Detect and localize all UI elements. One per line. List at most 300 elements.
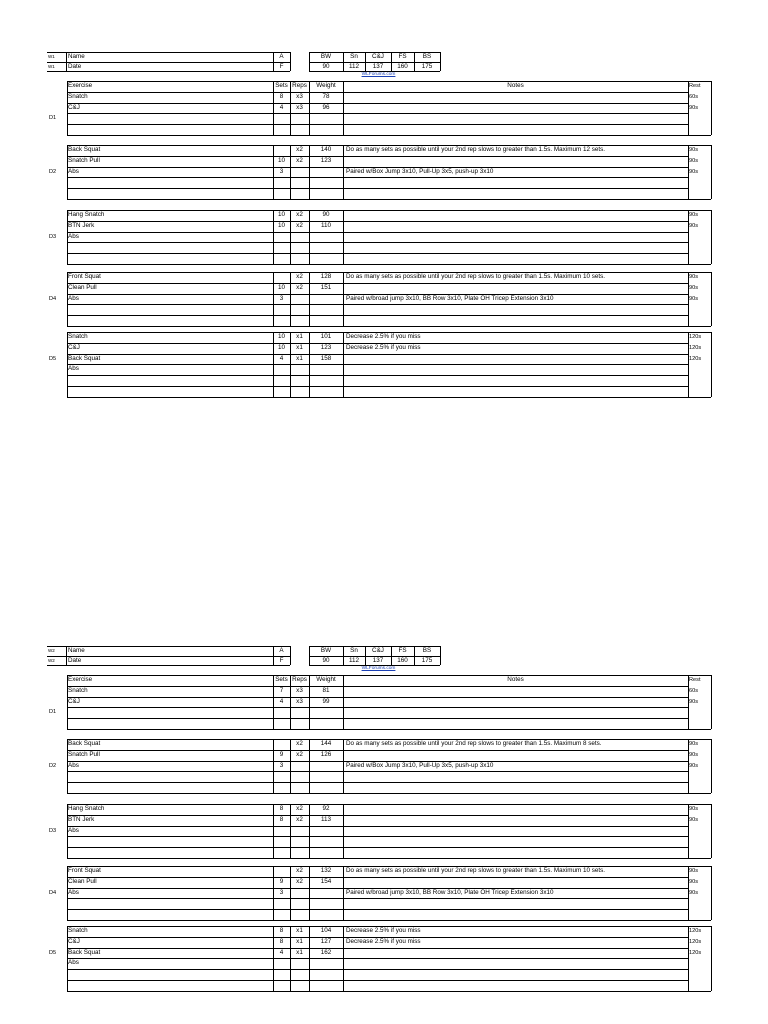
exercise-cell: Back Squat — [68, 146, 101, 153]
exercise-cell — [67, 113, 273, 124]
grid-line — [440, 52, 441, 71]
exercise-cell: Snatch — [68, 92, 88, 100]
reps-cell — [290, 113, 309, 124]
weight-cell — [309, 294, 343, 305]
weight-cell: 78 — [322, 92, 330, 100]
exercise-cell: BTN Jerk — [68, 815, 95, 823]
notes-cell — [345, 304, 687, 315]
exercise-cell: Snatch — [68, 927, 88, 934]
weight-cell — [309, 386, 343, 397]
sets-cell: 4 — [279, 354, 284, 362]
reps-cell — [290, 958, 309, 969]
grid-line — [67, 364, 688, 365]
lift-value: 160 — [397, 62, 408, 70]
grid-line — [343, 332, 344, 397]
weight-cell — [309, 304, 343, 315]
notes-cell — [345, 707, 687, 718]
exercise-cell — [67, 124, 273, 135]
day-label: D4 — [49, 295, 57, 302]
grid-line — [290, 332, 291, 397]
grid-line — [47, 656, 290, 657]
grid-line — [67, 888, 688, 889]
weight-cell: 151 — [320, 283, 332, 291]
grid-line — [273, 866, 274, 920]
grid-line — [290, 926, 291, 991]
weight-cell: 126 — [320, 750, 332, 758]
rest-cell — [688, 847, 711, 858]
grid-line — [273, 272, 274, 326]
reps-cell — [290, 294, 309, 305]
weight-cell: 123 — [320, 156, 332, 164]
grid-line — [67, 332, 68, 397]
sets-cell: 8 — [279, 805, 284, 812]
weight-cell — [309, 167, 343, 178]
a-label: A — [279, 53, 284, 60]
grid-line — [309, 675, 310, 729]
sets-cell — [273, 847, 290, 858]
sets-cell — [273, 866, 290, 877]
grid-line — [67, 253, 688, 254]
site-link[interactable]: WLForums.com — [361, 666, 396, 671]
sets-cell — [273, 315, 290, 326]
sets-cell: 8 — [279, 92, 284, 100]
weight-cell — [309, 836, 343, 847]
notes-cell — [345, 386, 687, 397]
weight-cell: 128 — [320, 273, 332, 280]
rest-cell — [688, 386, 711, 397]
exercise-cell — [67, 718, 273, 729]
col-header-notes: Notes — [507, 82, 524, 89]
rest-cell — [688, 315, 711, 326]
grid-line — [711, 739, 712, 793]
notes-cell — [345, 113, 687, 124]
sets-cell: 3 — [279, 294, 284, 302]
notes-cell: Decrease 2.5% if you miss — [346, 333, 421, 340]
grid-line — [66, 52, 67, 71]
exercise-cell: Clean Pull — [68, 283, 97, 291]
sets-cell — [273, 980, 290, 991]
grid-line — [688, 272, 689, 326]
exercise-cell: BTN Jerk — [68, 221, 95, 229]
grid-line — [688, 926, 689, 991]
reps-cell: x2 — [296, 156, 303, 164]
rest-cell — [688, 909, 711, 920]
weight-cell — [309, 177, 343, 188]
grid-line — [309, 646, 440, 647]
notes-cell — [345, 315, 687, 326]
weight-cell — [309, 771, 343, 782]
sets-cell — [273, 771, 290, 782]
grid-line — [47, 665, 290, 666]
bw-value: 90 — [322, 62, 330, 70]
weight-cell: 144 — [320, 740, 332, 747]
weight-cell: 110 — [320, 221, 332, 229]
grid-line — [309, 210, 310, 264]
col-header-weight: Weight — [316, 676, 336, 683]
grid-line — [290, 866, 291, 920]
rest-cell: 90s — [689, 222, 699, 229]
day-label: D4 — [49, 889, 57, 896]
grid-line — [688, 272, 711, 273]
reps-cell — [290, 980, 309, 991]
grid-line — [67, 675, 688, 676]
grid-line — [309, 52, 310, 71]
bw-value: 90 — [322, 656, 330, 664]
lift-value: 175 — [421, 656, 433, 664]
notes-cell — [345, 210, 687, 221]
grid-line — [67, 729, 688, 730]
grid-line — [309, 52, 440, 53]
grid-line — [67, 718, 688, 719]
grid-line — [67, 81, 688, 82]
grid-line — [290, 52, 291, 71]
sets-cell — [273, 375, 290, 386]
rest-cell: 90s — [689, 168, 699, 175]
week-label: W1 — [48, 63, 55, 69]
grid-line — [688, 675, 711, 676]
rest-cell: 90s — [689, 274, 699, 280]
reps-cell: x2 — [296, 146, 303, 153]
grid-line — [67, 124, 688, 125]
weight-cell: 127 — [320, 937, 332, 945]
lift-value: 137 — [372, 62, 384, 70]
notes-cell — [345, 836, 687, 847]
grid-line — [273, 145, 274, 199]
notes-cell: Paired w/Box Jump 3x10, Pull-Up 3x5, push-up 3x10 — [346, 167, 494, 175]
exercise-cell — [67, 980, 273, 991]
grid-line — [688, 332, 711, 333]
grid-line — [343, 145, 344, 199]
weight-cell: 154 — [320, 877, 332, 885]
grid-line — [343, 210, 344, 264]
reps-cell — [290, 969, 309, 980]
reps-cell: x3 — [296, 697, 303, 705]
sets-cell: 4 — [279, 103, 284, 111]
grid-line — [67, 707, 688, 708]
notes-cell — [345, 958, 687, 969]
sets-cell: 7 — [279, 686, 284, 694]
grid-line — [711, 332, 712, 397]
grid-line — [688, 920, 711, 921]
rest-cell: 90s — [689, 762, 699, 769]
weight-cell: 99 — [322, 697, 330, 705]
lift-label: FS — [398, 53, 407, 60]
exercise-cell — [67, 375, 273, 386]
date-label: Date — [68, 62, 82, 70]
grid-line — [365, 646, 366, 665]
lift-value: 112 — [348, 62, 360, 70]
grid-line — [688, 264, 711, 265]
grid-line — [688, 210, 711, 211]
grid-line — [67, 858, 688, 859]
rest-cell: 60s — [689, 687, 699, 694]
reps-cell — [290, 771, 309, 782]
grid-line — [290, 646, 291, 665]
grid-line — [343, 866, 344, 920]
sets-cell: 10 — [277, 283, 285, 291]
grid-line — [67, 804, 68, 858]
sets-cell — [273, 304, 290, 315]
notes-cell — [345, 253, 687, 264]
weight-cell — [309, 980, 343, 991]
rest-cell — [688, 826, 711, 837]
grid-line — [273, 926, 274, 991]
lift-value: 137 — [372, 656, 384, 664]
notes-cell — [345, 750, 687, 761]
site-link[interactable]: WLForums.com — [361, 72, 396, 77]
col-header-rest: Rest — [689, 677, 701, 683]
rest-cell — [688, 124, 711, 135]
grid-line — [67, 697, 688, 698]
exercise-cell: Abs — [68, 959, 79, 967]
rest-cell: 90s — [689, 751, 699, 758]
sets-cell: 4 — [279, 948, 284, 956]
sets-cell — [273, 232, 290, 243]
grid-line — [711, 272, 712, 326]
exercise-cell: C&J — [68, 697, 80, 705]
grid-line — [688, 926, 711, 927]
sets-cell: 3 — [279, 761, 284, 769]
grid-line — [67, 199, 688, 200]
reps-cell — [290, 782, 309, 793]
reps-cell — [290, 315, 309, 326]
grid-line — [290, 272, 291, 326]
exercise-cell — [67, 771, 273, 782]
notes-cell: Do as many sets as possible until your 2nd rep slows to greater than 1.5s. Maximum 10 sets. — [346, 273, 605, 280]
reps-cell — [290, 124, 309, 135]
grid-line — [688, 804, 711, 805]
rest-cell: 120s — [689, 928, 702, 934]
name-label: Name — [68, 53, 85, 60]
grid-line — [67, 272, 688, 273]
grid-line — [309, 866, 310, 920]
rest-cell: 90s — [689, 741, 699, 747]
weight-cell — [309, 898, 343, 909]
grid-line — [688, 145, 711, 146]
exercise-cell — [67, 969, 273, 980]
grid-line — [273, 739, 274, 793]
rest-cell: 90s — [689, 212, 699, 218]
grid-line — [365, 52, 366, 71]
exercise-cell: C&J — [68, 937, 80, 945]
lift-label: Sn — [350, 647, 358, 654]
weight-cell — [309, 253, 343, 264]
weight-cell: 140 — [320, 146, 332, 153]
grid-line — [67, 210, 688, 211]
grid-line — [67, 326, 688, 327]
reps-cell — [290, 177, 309, 188]
exercise-cell: Snatch Pull — [68, 156, 100, 164]
day-label: D1 — [49, 115, 57, 122]
reps-cell — [290, 386, 309, 397]
sets-cell: 4 — [279, 697, 284, 705]
weight-cell: 162 — [320, 948, 332, 956]
sets-cell: 10 — [277, 333, 285, 340]
grid-line — [67, 113, 688, 114]
week-label: W1 — [48, 54, 55, 59]
grid-line — [67, 937, 688, 938]
rest-cell — [688, 969, 711, 980]
exercise-cell: Front Squat — [68, 273, 101, 280]
rest-cell: 120s — [689, 334, 702, 340]
reps-cell — [290, 707, 309, 718]
notes-cell: Decrease 2.5% if you miss — [346, 937, 421, 945]
exercise-cell — [67, 188, 273, 199]
sets-cell: 8 — [279, 937, 284, 945]
grid-line — [67, 991, 688, 992]
grid-line — [273, 332, 274, 397]
lift-value: 112 — [348, 656, 360, 664]
rest-cell: 120s — [689, 938, 702, 945]
grid-line — [67, 177, 688, 178]
rest-cell: 90s — [689, 889, 699, 896]
lift-label: Sn — [350, 53, 358, 60]
rest-cell: 90s — [689, 868, 699, 874]
grid-line — [273, 675, 274, 729]
notes-cell — [345, 804, 687, 815]
exercise-cell: Back Squat — [68, 948, 101, 956]
grid-line — [273, 81, 274, 135]
col-header-notes: Notes — [507, 676, 524, 683]
reps-cell — [290, 304, 309, 315]
notes-cell: Decrease 2.5% if you miss — [346, 343, 421, 351]
exercise-cell — [67, 909, 273, 920]
grid-line — [309, 332, 310, 397]
col-header-sets: Sets — [275, 676, 288, 683]
lift-label: BS — [422, 53, 432, 60]
weight-cell — [309, 707, 343, 718]
exercise-cell: Snatch — [68, 686, 88, 694]
grid-line — [67, 272, 68, 326]
notes-cell — [345, 782, 687, 793]
grid-line — [711, 675, 712, 729]
weight-cell — [309, 315, 343, 326]
weight-cell: 96 — [322, 103, 330, 111]
rest-cell: 90s — [689, 806, 699, 812]
grid-line — [343, 52, 344, 71]
exercise-cell: Abs — [68, 826, 79, 834]
grid-line — [309, 646, 310, 665]
sets-cell — [273, 958, 290, 969]
exercise-cell: Abs — [68, 167, 79, 175]
grid-line — [688, 675, 689, 729]
grid-line — [273, 210, 274, 264]
grid-line — [67, 156, 688, 157]
weight-cell — [309, 242, 343, 253]
notes-cell: Do as many sets as possible until your 2nd rep slows to greater than 1.5s. Maximum 10 sets. — [346, 867, 605, 874]
grid-line — [688, 210, 689, 264]
grid-line — [67, 397, 688, 398]
reps-cell — [290, 718, 309, 729]
bw-label: BW — [320, 53, 332, 60]
grid-line — [47, 62, 290, 63]
week-label: W2 — [48, 648, 55, 653]
grid-line — [688, 81, 689, 135]
grid-line — [67, 898, 688, 899]
grid-line — [67, 804, 688, 805]
rest-cell: 120s — [689, 344, 702, 351]
exercise-cell — [67, 304, 273, 315]
lift-label: C&J — [372, 53, 384, 60]
weight-cell: 104 — [320, 927, 332, 934]
reps-cell: x1 — [296, 354, 303, 362]
grid-line — [273, 52, 274, 71]
sets-cell: 10 — [277, 221, 285, 229]
reps-cell: x2 — [296, 740, 303, 747]
grid-line — [67, 739, 68, 793]
exercise-cell: Front Squat — [68, 867, 101, 874]
reps-cell — [290, 364, 309, 375]
sets-cell: 10 — [277, 343, 285, 351]
weight-cell: 92 — [322, 805, 330, 812]
reps-cell — [290, 232, 309, 243]
grid-line — [67, 264, 688, 265]
rest-cell: 90s — [689, 816, 699, 823]
day-label: D2 — [49, 168, 57, 175]
weight-cell — [309, 232, 343, 243]
rest-cell — [688, 375, 711, 386]
grid-line — [67, 739, 688, 740]
grid-line — [343, 272, 344, 326]
day-label: D5 — [49, 355, 57, 362]
notes-cell — [345, 188, 687, 199]
notes-cell: Paired w/broad jump 3x10, BB Row 3x10, Plate OH Tricep Extension 3x10 — [346, 888, 554, 896]
grid-line — [67, 909, 688, 910]
reps-cell: x2 — [296, 211, 303, 218]
grid-line — [67, 304, 688, 305]
reps-cell: x1 — [296, 343, 303, 351]
sets-cell: 8 — [279, 815, 284, 823]
grid-line — [67, 386, 688, 387]
grid-line — [67, 948, 688, 949]
grid-line — [273, 804, 274, 858]
grid-line — [67, 815, 688, 816]
grid-line — [309, 739, 310, 793]
reps-cell — [290, 888, 309, 899]
weight-cell — [309, 847, 343, 858]
day-label: D3 — [49, 827, 57, 834]
notes-cell — [345, 103, 687, 114]
grid-line — [688, 739, 711, 740]
weight-cell: 113 — [320, 815, 332, 823]
grid-line — [343, 739, 344, 793]
exercise-cell: Clean Pull — [68, 877, 97, 885]
notes-cell — [345, 92, 687, 103]
notes-cell — [345, 686, 687, 697]
rest-cell — [688, 718, 711, 729]
grid-line — [67, 232, 688, 233]
rest-cell: 90s — [689, 878, 699, 885]
grid-line — [47, 71, 290, 72]
reps-cell: x2 — [296, 867, 303, 874]
grid-line — [67, 750, 688, 751]
grid-line — [309, 804, 310, 858]
notes-cell — [345, 980, 687, 991]
grid-line — [711, 866, 712, 920]
exercise-cell: Back Squat — [68, 740, 101, 747]
notes-cell: Decrease 2.5% if you miss — [346, 927, 421, 934]
grid-line — [440, 646, 441, 665]
grid-line — [688, 81, 711, 82]
grid-line — [290, 675, 291, 729]
weight-cell — [309, 761, 343, 772]
notes-cell — [345, 697, 687, 708]
reps-cell — [290, 836, 309, 847]
sets-cell — [273, 718, 290, 729]
grid-line — [67, 332, 688, 333]
grid-line — [67, 980, 688, 981]
grid-line — [67, 782, 688, 783]
